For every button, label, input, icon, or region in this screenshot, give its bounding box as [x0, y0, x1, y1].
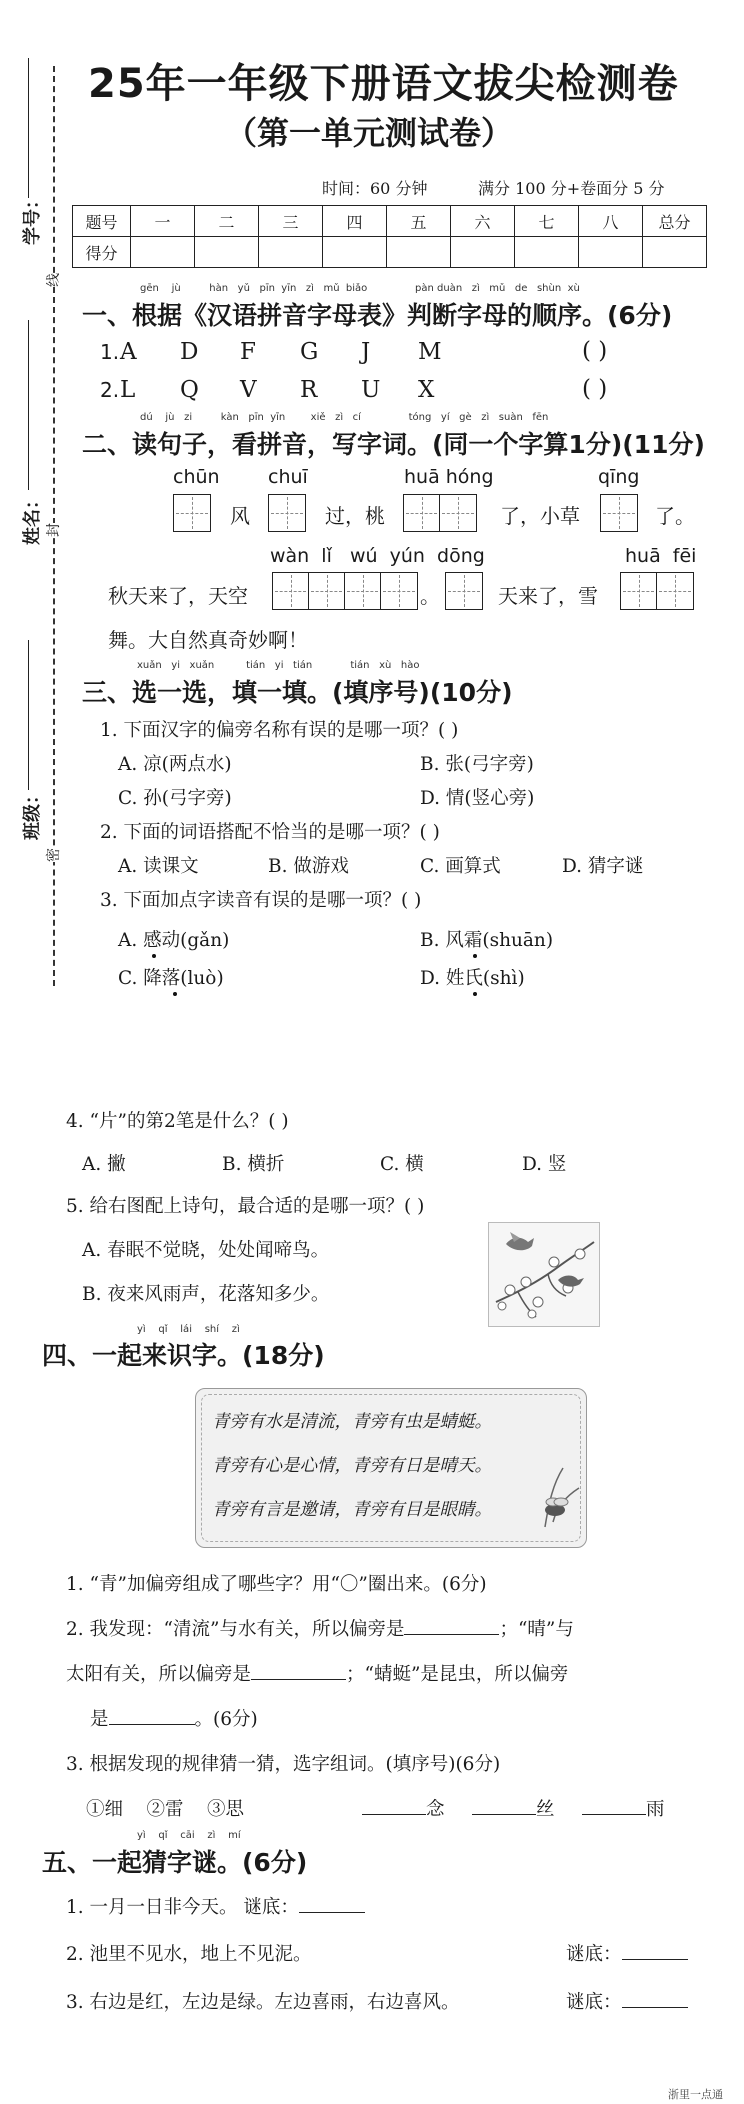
s2-py-chun: chūn — [173, 466, 220, 488]
answer-blank[interactable] — [582, 1814, 646, 1815]
s5-pinyin: yì qǐ cāi zì mí — [137, 1830, 241, 1841]
s1-q1-answer[interactable]: ( ) — [582, 338, 608, 364]
emphasis-dot — [473, 954, 477, 958]
s3-q2-option-b[interactable]: B. 做游戏 — [268, 856, 349, 877]
s4-q1: 1. “青”加偏旁组成了哪些字？用“〇”圈出来。(6分) — [66, 1574, 487, 1595]
s4-q2-part: 是 。(6分) — [90, 1709, 258, 1730]
score-cell[interactable] — [387, 237, 451, 268]
s5-q3-answer: 谜底： — [566, 1988, 688, 2014]
write-box-dong[interactable] — [445, 572, 483, 610]
s3-q2: 2. 下面的词语搭配不恰当的是哪一项？( ) — [100, 822, 440, 843]
s3-q3-option-a[interactable]: A. 感动(gǎn) — [118, 930, 230, 951]
s5-q1: 1. 一月一日非今天。 谜底： — [66, 1893, 365, 1919]
s4-q3-word: 丝 — [472, 1795, 555, 1821]
s1-title: 一、根据《汉语拼音字母表》判断字母的顺序。(6分) — [82, 301, 673, 330]
score-table-score-row — [73, 237, 707, 268]
score-header-cell: 二 — [195, 206, 259, 237]
s3-q4: 4. “片”的第2笔是什么？( ) — [66, 1111, 289, 1132]
s2-py-huafei: huā fēi — [625, 545, 697, 567]
s3-q1-option-c[interactable]: C. 孙(弓字旁) — [118, 788, 232, 809]
score-cell[interactable] — [259, 237, 323, 268]
s1-pinyin: gēn jù hàn yǔ pīn yīn zì mǔ biǎo pàn duàn zì mǔ de shùn xù — [140, 283, 580, 294]
s3-q4-option-d[interactable]: D. 竖 — [522, 1154, 567, 1175]
s2-text-end: 舞。大自然真奇妙啊！ — [108, 628, 308, 652]
s1-q2-num: 2. — [100, 378, 120, 402]
write-box-chun[interactable] — [173, 494, 211, 532]
time-info: 时间：60 分钟 — [322, 179, 428, 198]
side-line-text: 线 — [43, 273, 63, 287]
s2-text-period: 。 — [420, 584, 440, 608]
name-blank[interactable] — [28, 320, 29, 490]
s4-pinyin: yì qǐ lái shí zì — [137, 1324, 240, 1335]
score-header-cell: 六 — [451, 206, 515, 237]
write-box-chui[interactable] — [268, 494, 306, 532]
answer-blank[interactable] — [622, 2007, 688, 2008]
class-label: 班级： — [22, 786, 43, 840]
name-label: 姓名： — [22, 491, 43, 545]
answer-blank[interactable] — [251, 1679, 346, 1680]
s2-text-guo: 过，桃 — [325, 504, 385, 528]
s1-q2-letter: U — [361, 377, 381, 403]
score-header-cell: 四 — [323, 206, 387, 237]
score-header-cell: 一 — [131, 206, 195, 237]
s3-q4-option-c[interactable]: C. 横 — [380, 1154, 424, 1175]
s2-text-feng: 风 — [230, 504, 250, 528]
s3-q3-option-b[interactable]: B. 风霜(shuān) — [420, 930, 554, 951]
exam-subtitle: （第一单元测试卷） — [225, 114, 514, 152]
bird-blossom-icon — [488, 1222, 600, 1327]
score-header-cell: 七 — [515, 206, 579, 237]
s2-py-wanli: wàn lǐ wú yún dōng — [270, 545, 485, 567]
poem-line: 青旁有言是邀请，青旁有目是眼睛。 — [212, 1500, 492, 1520]
s3-pinyin: xuǎn yi xuǎn tián yi tián tián xù hào — [137, 660, 420, 671]
s1-q1-letter: M — [418, 339, 442, 365]
s1-q2-answer[interactable]: ( ) — [582, 376, 608, 402]
answer-blank[interactable] — [362, 1814, 426, 1815]
s5-q2: 2. 池里不见水，地上不见泥。 — [66, 1944, 312, 1965]
score-header-cell: 五 — [387, 206, 451, 237]
emphasis-dot — [152, 954, 156, 958]
write-box-qing[interactable] — [600, 494, 638, 532]
s3-q3-option-d[interactable]: D. 姓氏(shì) — [420, 968, 525, 989]
s2-title: 二、读句子，看拼音，写字词。(同一个字算1分)(11分) — [82, 430, 705, 459]
s2-py-chui: chuī — [268, 466, 308, 488]
answer-blank[interactable] — [404, 1634, 499, 1635]
answer-blank[interactable] — [472, 1814, 536, 1815]
score-table — [72, 205, 707, 268]
score-cell[interactable] — [643, 237, 707, 268]
answer-blank[interactable] — [109, 1724, 195, 1725]
s1-q1-num: 1. — [100, 340, 120, 364]
s3-q4-option-b[interactable]: B. 横折 — [222, 1154, 285, 1175]
write-box-huafei[interactable] — [620, 572, 694, 610]
score-header-cell: 八 — [579, 206, 643, 237]
s1-q2-letter: Q — [180, 377, 199, 403]
s2-text-le2: 了。 — [655, 504, 695, 528]
s2-pinyin: dú jù zi kàn pīn yīn xiě zì cí tóng yí gè zì suàn fēn — [140, 412, 549, 423]
s3-q5-option-b[interactable]: B. 夜来风雨声，花落知多少。 — [82, 1284, 330, 1305]
score-info: 满分 100 分+卷面分 5 分 — [478, 179, 665, 198]
s1-q1-letter: A — [120, 339, 137, 365]
score-header-cell: 总分 — [643, 206, 707, 237]
poem-line: 青旁有水是清流，青旁有虫是蜻蜓。 — [212, 1412, 492, 1432]
s3-q1-option-b[interactable]: B. 张(弓字旁) — [420, 754, 534, 775]
s2-text-autumn: 秋天来了，天空 — [108, 584, 248, 608]
s1-q2-letter: X — [418, 377, 435, 403]
score-row-label: 得分 — [73, 237, 131, 268]
s3-q2-option-d[interactable]: D. 猜字谜 — [562, 856, 644, 877]
write-box-huahong[interactable] — [403, 494, 477, 532]
s3-q3-option-c[interactable]: C. 降落(luò) — [118, 968, 224, 989]
exam-title: 25年一年级下册语文拔尖检测卷 — [88, 61, 679, 107]
score-header-cell: 题号 — [73, 206, 131, 237]
s5-title: 五、一起猜字谜。(6分) — [42, 1848, 308, 1877]
class-blank[interactable] — [28, 640, 29, 790]
emphasis-dot — [173, 992, 177, 996]
score-cell[interactable] — [323, 237, 387, 268]
score-table-header-row — [73, 206, 707, 237]
student-number-blank[interactable] — [28, 58, 29, 198]
s4-q2-part: 太阳有关，所以偏旁是 ；“蜻蜓”是昆虫，所以偏旁 — [66, 1664, 569, 1685]
s3-q5: 5. 给右图配上诗句，最合适的是哪一项？( ) — [66, 1196, 425, 1217]
s1-q1-letter: J — [361, 339, 371, 365]
score-cell[interactable] — [131, 237, 195, 268]
s4-q3-word: 念 — [362, 1795, 445, 1821]
s1-q1-letter: F — [240, 339, 256, 365]
s3-q5-option-a[interactable]: A. 春眠不觉晓，处处闻啼鸟。 — [82, 1240, 330, 1261]
s1-q2-letter: L — [120, 377, 136, 403]
student-number-label: 学号： — [22, 191, 43, 245]
side-secret-text: 密 — [43, 848, 63, 862]
s4-q3: 3. 根据发现的规律猜一猜，选字组词。(填序号)(6分) — [66, 1754, 501, 1775]
score-header-cell: 三 — [259, 206, 323, 237]
s1-q1-letter: G — [300, 339, 319, 365]
s3-q2-option-c[interactable]: C. 画算式 — [420, 856, 501, 877]
s5-q3: 3. 右边是红，左边是绿。左边喜雨，右边喜风。 — [66, 1992, 460, 2013]
s3-q4-option-a[interactable]: A. 撇 — [82, 1154, 126, 1175]
s4-q2-part: 2. 我发现：“清流”与水有关，所以偏旁是 ；“晴”与 — [66, 1619, 574, 1640]
write-box-wanliwuyun[interactable] — [272, 572, 418, 610]
s1-q2-letter: R — [300, 377, 318, 403]
s4-title: 四、一起来识字。(18分) — [42, 1341, 325, 1370]
s3-q1: 1. 下面汉字的偏旁名称有误的是哪一项？( ) — [100, 720, 459, 741]
score-cell[interactable] — [579, 237, 643, 268]
s4-q3-word: 雨 — [582, 1795, 665, 1821]
s2-text-winter: 天来了，雪 — [498, 584, 598, 608]
s3-q1-option-a[interactable]: A. 凉(两点水) — [118, 754, 232, 775]
poem-line: 青旁有心是心情，青旁有日是晴天。 — [212, 1456, 492, 1476]
bee-icon — [535, 1462, 585, 1532]
answer-blank[interactable] — [622, 1959, 688, 1960]
score-cell[interactable] — [515, 237, 579, 268]
s2-py-huahong: huā hóng — [404, 466, 494, 488]
side-seal-text: 封 — [43, 523, 63, 537]
s3-title: 三、选一选，填一填。(填序号)(10分) — [82, 678, 513, 707]
s4-q3-options: ①细 ②雷 ③思 — [86, 1799, 245, 1820]
s3-q3: 3. 下面加点字读音有误的是哪一项？( ) — [100, 890, 422, 911]
watermark: 浙里一点通 — [668, 2088, 723, 2101]
s1-q1-letter: D — [180, 339, 199, 365]
score-cell[interactable] — [451, 237, 515, 268]
answer-blank[interactable] — [299, 1912, 365, 1913]
emphasis-dot — [473, 992, 477, 996]
s2-text-le: 了，小草 — [500, 504, 580, 528]
s3-q2-option-a[interactable]: A. 读课文 — [118, 856, 199, 877]
score-cell[interactable] — [195, 237, 259, 268]
s1-q2-letter: V — [240, 377, 257, 403]
s3-q1-option-d[interactable]: D. 情(竖心旁) — [420, 788, 535, 809]
s5-q2-answer: 谜底： — [566, 1940, 688, 1966]
s2-py-qing: qīng — [598, 466, 640, 488]
